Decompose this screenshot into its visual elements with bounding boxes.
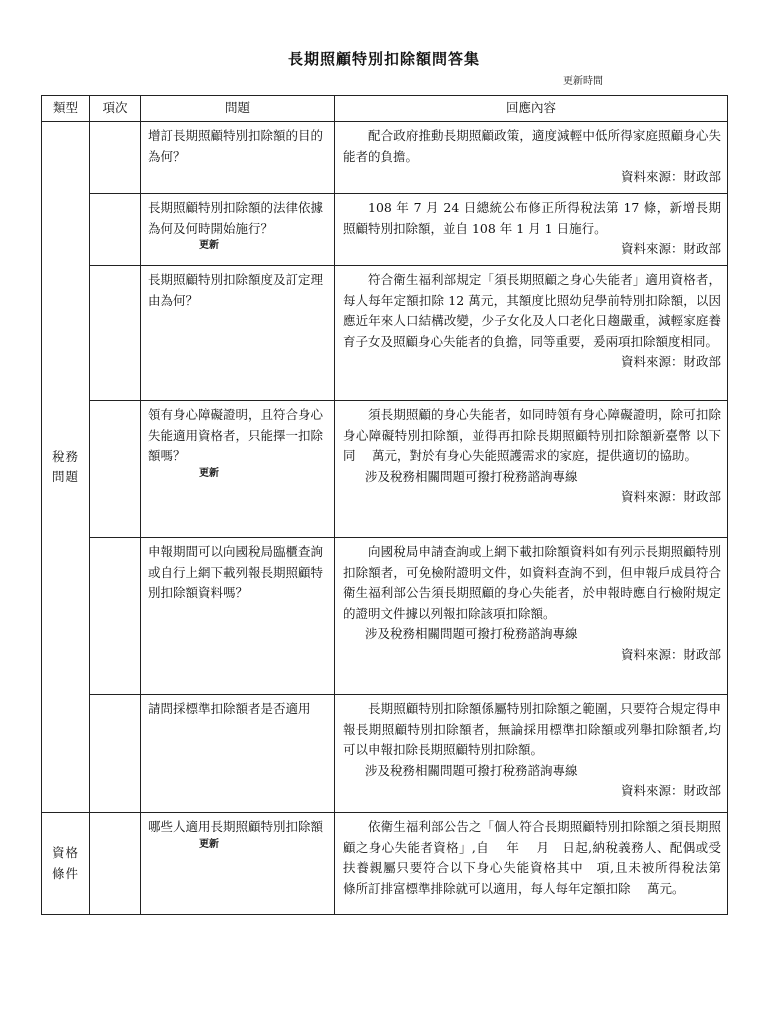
question-cell [141,194,335,266]
item-no-cell [90,695,141,813]
item-no-cell [90,401,141,538]
item-no-cell [90,813,141,915]
question-text: 長期照顧特別扣除額度及訂定理由為何？ [148,272,324,308]
category-label: 資格 [51,845,79,860]
answer-cell [335,538,728,695]
table-row [42,695,728,813]
answer-text: 向國稅局申請查詢或上網下載扣除額資料如有列示長期照顧特別扣除額者，可免檢附證明文件，如資料查詢不到，但申報戶成員符合衛生福利部公告須長期照顧的身心失能者，於申報時應自行檢附規定的證明文件據以列報扣除該項扣除額。 [343,544,721,621]
hotline-note: 涉及稅務相關問題可撥打稅務諮詢專線 [365,468,578,484]
item-no-cell [90,194,141,266]
answer-cell [335,401,728,538]
hotline-note: 涉及稅務相關問題可撥打稅務諮詢專線 [365,762,578,778]
category-label: 問題 [51,469,79,484]
answer-text: 配合政府推動長期照顧政策，適度減輕中低所得家庭照顧身心失能者的負擔。 [343,128,721,164]
source-label: 資料來源：財政部 [620,354,721,369]
question-text: 申報期間可以向國稅局臨櫃查詢或自行上網下載列報長期照顧特別扣除額資料嗎？ [148,544,324,600]
question-text: 哪些人適用長期照顧特別扣除額 [148,819,324,834]
page-title: 長期照顧特別扣除額問答集 [287,50,480,68]
update-tag: 更新 [199,838,219,850]
category-label: 稅務 [51,448,79,464]
table-row [42,266,728,401]
question-text: 長期照顧特別扣除額的法律依據為何及何時開始施行？ [148,200,324,236]
update-tag: 更新 [199,240,219,251]
table-row [42,401,728,538]
item-no-cell [90,122,141,194]
table-header-row [42,96,728,122]
source-label: 資料來源：財政部 [620,489,721,504]
answer-text: 長期照顧特別扣除額係屬特別扣除額之範圍，只要符合規定得申報長期照顧特別扣除額者，無論採用標準扣除額或列舉扣除額者,均可以申報扣除長期照顧特別扣除額。 [343,701,721,757]
answer-text: 依衛生福利部公告之「個人符合長期照顧特別扣除額之須長期照顧之身心失能者資格」,自 年 月 日起,納稅義務人、配偶或受扶養親屬只要符合以下身心失能資格其中 項,且未被所得稅法第 條所訂排富標準排除就可以適用，每人每年定額扣除 萬元。 [343,819,738,896]
answer-cell [335,122,728,194]
source-label: 資料來源：財政部 [620,646,721,662]
question-text: 增訂長期照顧特別扣除額的目的為何？ [148,128,324,164]
table-row [42,122,728,194]
qa-table [41,95,738,915]
header-answer: 回應內容 [335,96,728,122]
question-text: 領有身心障礙證明，且符合身心失能適用資格者，只能擇一扣除額嗎？ [148,407,324,463]
answer-text: 108 年 7 月 24 日總統公布修正所得稅法第 17 條，新增長期照顧特別扣除額，並自 108 年 1 月 1 日施行。 [343,200,721,236]
category-cell-eligibility [42,813,90,915]
update-tag: 更新 [199,467,219,479]
answer-cell [335,194,728,266]
question-text: 請問採標準扣除額者是否適用 [148,701,311,716]
category-cell-tax [42,122,90,813]
source-label: 資料來源：財政部 [620,783,721,798]
question-cell [141,813,335,915]
question-cell [141,266,335,401]
answer-cell [335,266,728,401]
header-item-no: 項次 [90,96,141,122]
item-no-cell [90,538,141,695]
header-question: 問題 [141,96,335,122]
update-time-label: 更新時間 [563,76,603,87]
header-category: 類型 [42,96,90,122]
source-label: 資料來源：財政部 [620,169,721,184]
source-label: 資料來源：財政部 [620,241,721,256]
answer-cell [335,695,728,813]
question-cell [141,695,335,813]
question-cell [141,401,335,538]
hotline-note: 涉及稅務相關問題可撥打稅務諮詢專線 [365,626,578,641]
table-row [42,813,728,915]
category-label: 條件 [51,865,79,881]
table-row [42,538,728,695]
item-no-cell [90,266,141,401]
table-row [42,194,728,266]
answer-text: 符合衛生福利部規定「須長期照顧之身心失能者」適用資格者，每人每年定額扣除 12 萬元，其額度比照幼兒學前特別扣除額，以因應近年來人口結構改變，少子女化及人口老化日趨嚴重，減輕家庭養育子女及照顧身心失能者的負擔，同等重要，爰兩項扣除額度相同。 [343,272,721,349]
question-cell [141,538,335,695]
answer-text: 須長期照顧的身心失能者，如同時領有身心障礙證明，除可扣除身心障礙特別扣除額，並得再扣除長期照顧特別扣除額新臺幣 以下同 萬元，對於有身心失能照護需求的家庭，提供適切的協助。 [343,407,721,463]
answer-cell [335,813,738,915]
question-cell [141,122,335,194]
